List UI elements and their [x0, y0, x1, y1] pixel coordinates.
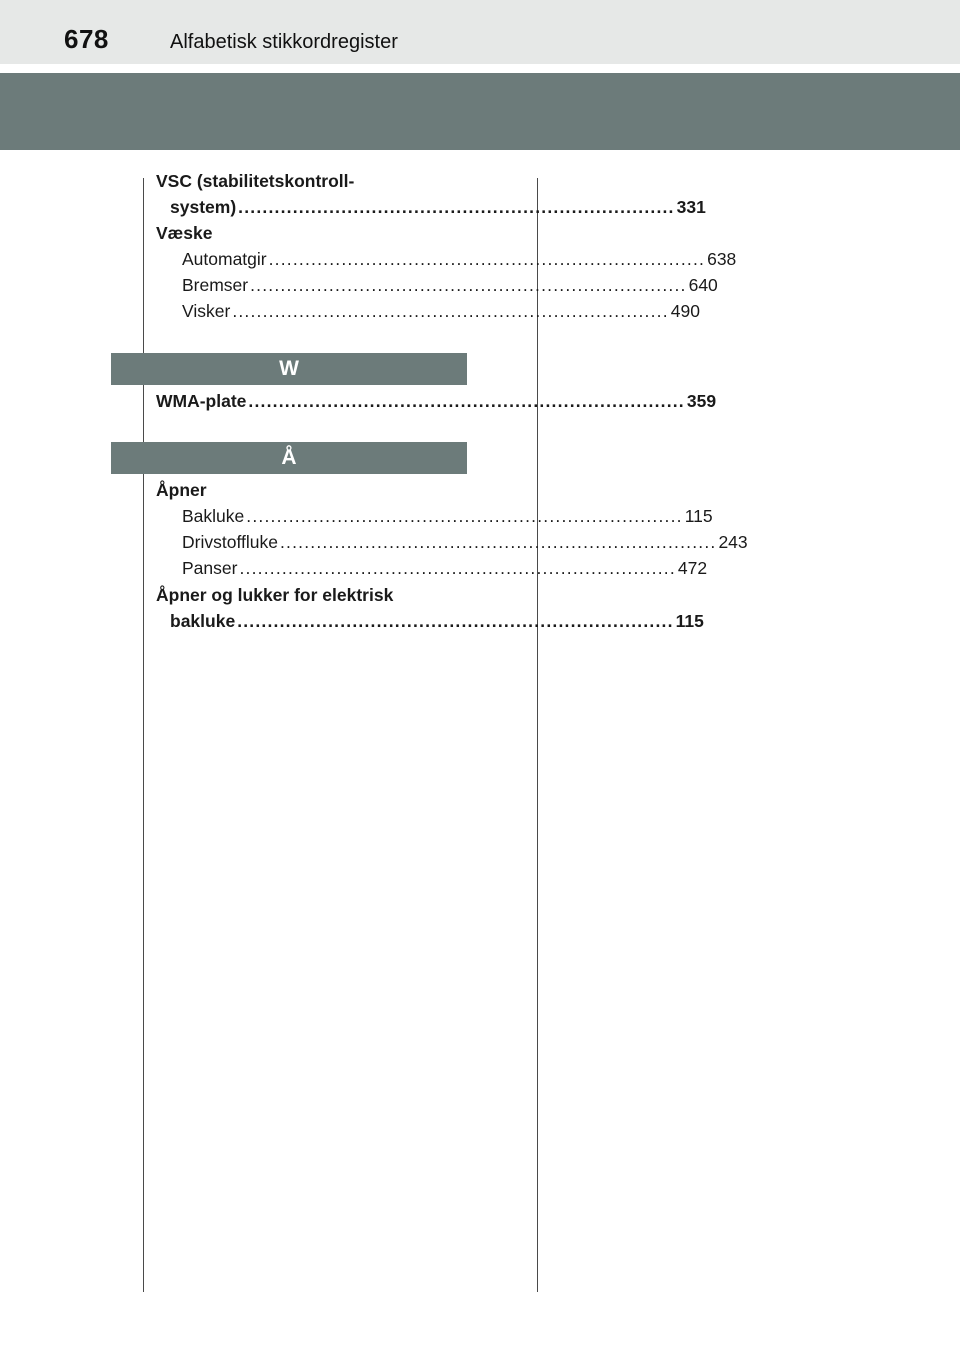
- index-entry[interactable]: bakluke ........................................................................ 115: [170, 611, 704, 631]
- leader-dots: ........................................................................: [239, 558, 676, 578]
- index-subentry[interactable]: Automatgir ........................................................................ 638: [182, 249, 737, 269]
- page-ref: 638: [707, 249, 737, 269]
- leader-dots: ........................................................................: [238, 197, 675, 217]
- index-subentry[interactable]: Visker ........................................................................ 490: [182, 301, 700, 321]
- letter-header-aa: Å: [111, 442, 467, 474]
- leader-dots: ........................................................................: [279, 532, 717, 552]
- page-ref: 331: [676, 197, 706, 217]
- page-ref: 359: [686, 391, 717, 411]
- leader-dots: ........................................................................: [268, 249, 706, 269]
- index-entry[interactable]: WMA-plate ........................................................................ 359: [156, 391, 717, 411]
- leader-dots: ........................................................................: [246, 506, 683, 526]
- index-entry[interactable]: system) ........................................................................ 331: [170, 197, 706, 217]
- letter-header-w: W: [111, 353, 467, 385]
- page-ref: 472: [677, 558, 708, 578]
- index-entry-heading: Væske: [156, 223, 213, 243]
- page-header-bar: [0, 0, 960, 64]
- page-number: 678: [64, 24, 109, 54]
- leader-dots: ........................................................................: [250, 275, 687, 295]
- index-entry-heading: VSC (stabilitetskontroll-: [156, 171, 355, 191]
- leader-dots: ........................................................................: [237, 611, 674, 631]
- index-entry-heading: Åpner og lukker for elektrisk: [156, 585, 394, 605]
- index-subentry[interactable]: Drivstoffluke ........................................................................ 243: [182, 532, 748, 552]
- index-subentry[interactable]: Bakluke ........................................................................ 115: [182, 506, 713, 526]
- leader-dots: ........................................................................: [248, 391, 685, 411]
- page-ref: 115: [684, 506, 713, 526]
- page-ref: 640: [688, 275, 718, 295]
- section-title: Alfabetisk stikkordregister: [170, 31, 398, 53]
- index-entry-heading: Åpner: [156, 480, 207, 500]
- index-subentry[interactable]: Bremser ........................................................................ 640: [182, 275, 718, 295]
- page-ref: 243: [718, 532, 748, 552]
- column-divider-right: [537, 178, 538, 1292]
- index-subentry[interactable]: Panser ........................................................................ 472: [182, 558, 708, 578]
- leader-dots: ........................................................................: [232, 301, 669, 321]
- column-divider-left: [143, 178, 144, 1292]
- header-band: [0, 73, 960, 150]
- page-ref: 490: [670, 301, 700, 321]
- page-ref: 115: [675, 611, 704, 631]
